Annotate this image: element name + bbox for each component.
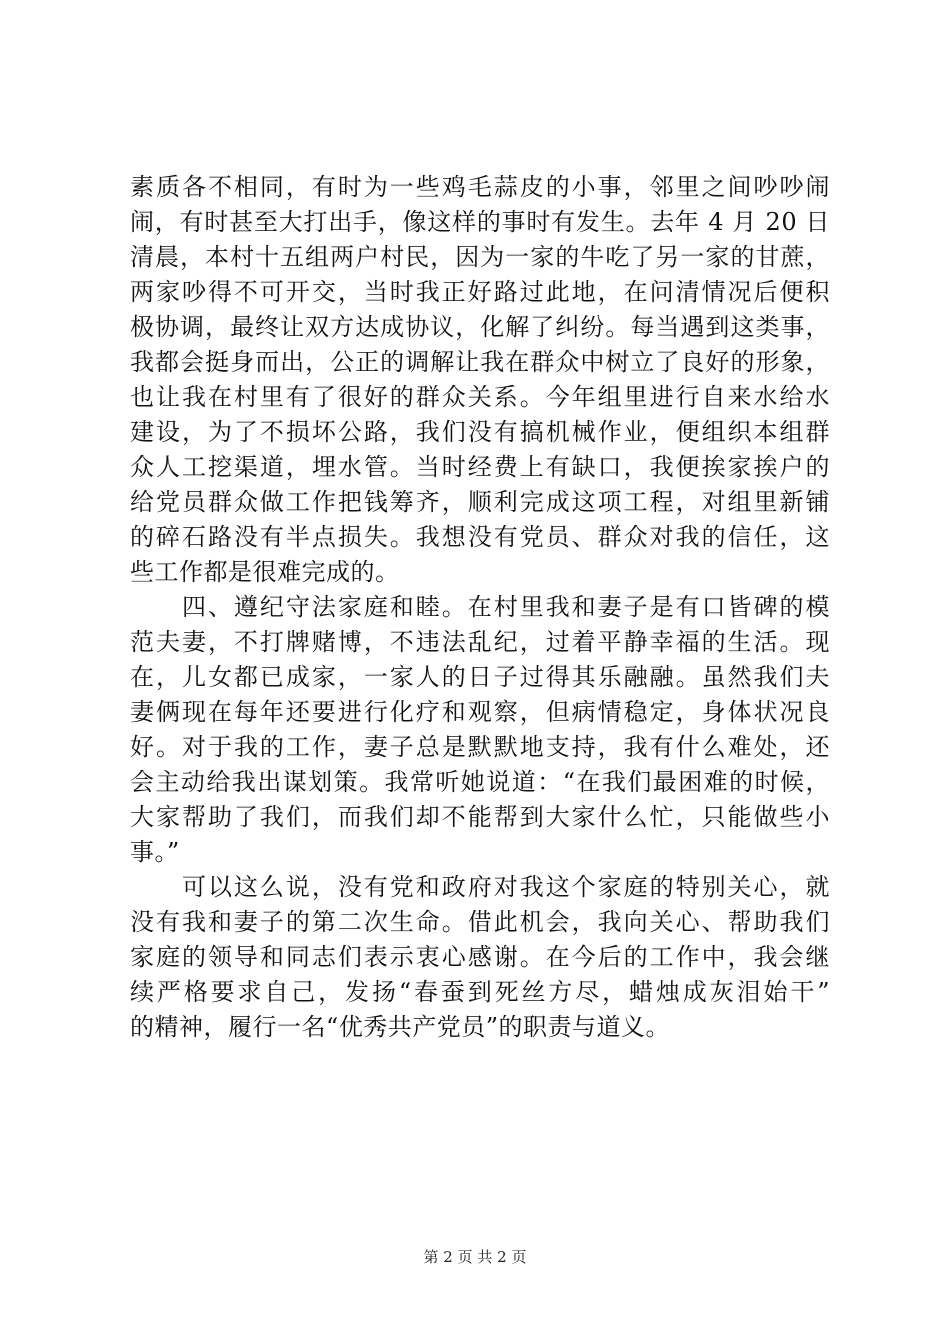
text-line: 清晨，本村十五组两户村民，因为一家的牛吃了另一家的甘蔗， [130, 243, 830, 271]
page-footer [0, 1247, 950, 1267]
text-line: 众人工挖渠道，埋水管。当时经费上有缺口，我便挨家挨户的 [130, 453, 830, 481]
text-line: 好。对于我的工作，妻子总是默默地支持，我有什么难处，还 [130, 733, 830, 761]
text-line: 会主动给我出谋划策。我常听她说道：“在我们最困难的时候， [130, 768, 830, 796]
text-line: 续严格要求自己，发扬“春蚕到死丝方尽，蜡烛成灰泪始干” [130, 978, 830, 1006]
text-line: 的精神，履行一名“优秀共产党员”的职责与道义。 [130, 1013, 671, 1041]
text-line: 可以这么说，没有党和政府对我这个家庭的特别关心，就 [130, 873, 830, 901]
text-line: 在，儿女都已成家，一家人的日子过得其乐融融。虽然我们夫 [130, 663, 830, 691]
text-line: 两家吵得不可开交，当时我正好路过此地，在问清情况后便积 [130, 278, 830, 306]
text-line: 些工作都是很难完成的。 [130, 558, 400, 586]
text-line: 极协调，最终让双方达成协议，化解了纠纷。每当遇到这类事， [130, 313, 830, 341]
text-line: 的碎石路没有半点损失。我想没有党员、群众对我的信任，这 [130, 523, 830, 551]
text-line: 没有我和妻子的第二次生命。借此机会，我向关心、帮助我们 [130, 908, 830, 936]
text-line: 闹，有时甚至大打出手，像这样的事时有发生。去年 4 月 20 日 [130, 208, 830, 236]
text-line: 妻俩现在每年还要进行化疗和观察，但病情稳定，身体状况良 [130, 698, 830, 726]
text-line: 四、遵纪守法家庭和睦。在村里我和妻子是有口皆碑的模 [130, 593, 830, 621]
text-line: 事。” [130, 838, 180, 866]
text-line: 家庭的领导和同志们表示衷心感谢。在今后的工作中，我会继 [130, 943, 830, 971]
text-line: 给党员群众做工作把钱筹齐，顺利完成这项工程，对组里新铺 [130, 488, 830, 516]
body-text [130, 170, 830, 1045]
text-line: 也让我在村里有了很好的群众关系。今年组里进行自来水给水 [130, 383, 830, 411]
page-number-label: 第 2 页 共 2 页 [423, 1248, 527, 1266]
text-line: 我都会挺身而出，公正的调解让我在群众中树立了良好的形象， [130, 348, 830, 376]
text-line: 素质各不相同，有时为一些鸡毛蒜皮的小事，邻里之间吵吵闹 [130, 173, 830, 201]
text-line: 大家帮助了我们，而我们却不能帮到大家什么忙，只能做些小 [130, 803, 830, 831]
text-line: 建设，为了不损坏公路，我们没有搞机械作业，便组织本组群 [130, 418, 830, 446]
text-line: 范夫妻，不打牌赌博，不违法乱纪，过着平静幸福的生活。现 [130, 628, 830, 656]
